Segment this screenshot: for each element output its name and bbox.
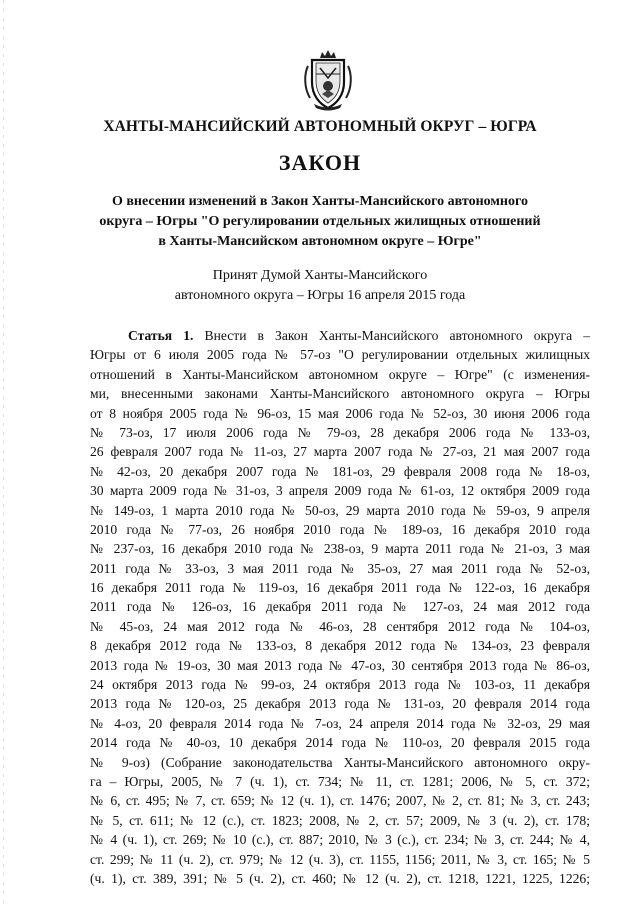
article-line: 2011 года № 33-оз, 3 мая 2011 года № 35-оз, 27 мая 2011 года № 52-оз,: [90, 560, 590, 576]
article-line: 2013 года № 19-оз, 30 мая 2013 года № 47-оз, 30 сентября 2013 года № 86-оз,: [90, 657, 590, 673]
article-line: 30 марта 2009 года № 31-оз, 3 апреля 2009 года № 61-оз, 12 октября 2009 года: [90, 483, 590, 499]
article-line: от 8 ноября 2005 года № 96-оз, 15 мая 2006 года № 52-оз, 30 июня 2006 года: [90, 405, 590, 421]
article-line: № 6, ст. 495; № 7, ст. 659; № 12 (ч. 1), ст. 1476; 2007, № 2, ст. 81; № 3, ст. 243;: [90, 793, 590, 809]
article-line: Югры от 6 июля 2005 года № 57-оз "О регулировании отдельных жилищных: [90, 347, 590, 363]
document-title: О внесении изменений в Закон Ханты-Мансийского автономного округа – Югры "О регулировании отдельных жилищных отношений в Ханты-Мансийском автономном округе – Югре": [99, 194, 541, 249]
article-line: № 73-оз, 17 июля 2006 года № 79-оз, 28 декабря 2006 года № 133-оз,: [90, 424, 590, 440]
article-line: № 4 (ч. 1), ст. 269; № 10 (с.), ст. 887; 2010, № 3 (с.), ст. 234; № 3, ст. 244; № 4,: [90, 832, 590, 848]
article-label: Статья 1.: [128, 328, 194, 343]
article-line: № 149-оз, 1 марта 2010 года № 50-оз, 29 марта 2010 года № 59-оз, 9 апреля: [90, 502, 590, 518]
document-type-heading: ЗАКОН: [278, 150, 362, 175]
article-line: 8 декабря 2012 года № 133-оз, 8 декабря 2012 года № 134-оз, 23 февраля: [90, 638, 590, 654]
adoption-statement: Принят Думой Ханты-Мансийского автономного округа – Югры 16 апреля 2015 года: [174, 268, 466, 303]
article-line: № 5, ст. 611; № 12 (с.), ст. 1823; 2008, № 2, ст. 57; 2009, № 3 (ч. 2), ст. 178;: [90, 812, 590, 828]
article-line: 2013 года № 120-оз, 25 декабря 2013 года № 131-оз, 20 февраля 2014 года: [90, 696, 590, 712]
article-line: № 237-оз, 16 декабря 2010 года № 238-оз, 9 марта 2011 года № 21-оз, 3 мая: [90, 541, 590, 557]
article-line: № 4-оз, 20 февраля 2014 года № 7-оз, 24 апреля 2014 года № 32-оз, 29 мая: [90, 715, 590, 731]
article-line: 24 октября 2013 года № 99-оз, 24 октября 2013 года № 103-оз, 11 декабря: [90, 677, 590, 693]
article-line: (ч. 1), ст. 389, 391; № 5 (ч. 2), ст. 460; № 12 (ч. 2), ст. 1218, 1221, 1225, 1226;: [90, 870, 590, 886]
article-line: га – Югры, 2005, № 7 (ч. 1), ст. 734; № 11, ст. 1281; 2006, № 5, ст. 372;: [90, 773, 590, 789]
article-line: 2011 года № 126-оз, 16 декабря 2011 года № 127-оз, 24 мая 2012 года: [90, 599, 590, 615]
article-1-first-line: [90, 326, 590, 345]
article-first-line-text: Внести в Закон Ханты-Мансийского автономного округа –: [204, 328, 591, 343]
article-line: № 45-оз, 24 мая 2012 года № 46-оз, 28 сентября 2012 года № 104-оз,: [90, 618, 590, 634]
article-1-body: [90, 326, 590, 888]
article-line: 2014 года № 40-оз, 10 декабря 2014 года № 110-оз, 20 февраля 2015 года: [90, 735, 590, 751]
article-line: 16 декабря 2011 года № 119-оз, 16 декабря 2011 года № 122-оз, 16 декабря: [90, 580, 590, 596]
article-line: ст. 299; № 11 (ч. 2), ст. 979; № 12 (ч. 3), ст. 1155, 1156; 2011, № 3, ст. 165; № 5: [90, 851, 590, 867]
article-line: 26 февраля 2007 года № 11-оз, 27 марта 2007 года № 27-оз, 21 мая 2007 года: [90, 444, 590, 460]
region-heading: ХАНТЫ-МАНСИЙСКИЙ АВТОНОМНЫЙ ОКРУГ – ЮГРА: [103, 118, 537, 135]
coat-of-arms-emblem: [298, 48, 358, 112]
article-line: отношений в Ханты-Мансийском автономном округе – Югре" (с изменения-: [90, 366, 590, 382]
article-line: ми, внесенными законами Ханты-Мансийского автономного округа – Югры: [90, 386, 590, 402]
article-line: 2010 года № 77-оз, 26 ноября 2010 года № 189-оз, 16 декабря 2010 года: [90, 521, 590, 537]
article-line: № 9-оз) (Собрание законодательства Ханты-Мансийского автономного окру-: [90, 754, 590, 770]
article-line: № 42-оз, 20 декабря 2007 года № 181-оз, 29 февраля 2008 года № 18-оз,: [90, 463, 590, 479]
